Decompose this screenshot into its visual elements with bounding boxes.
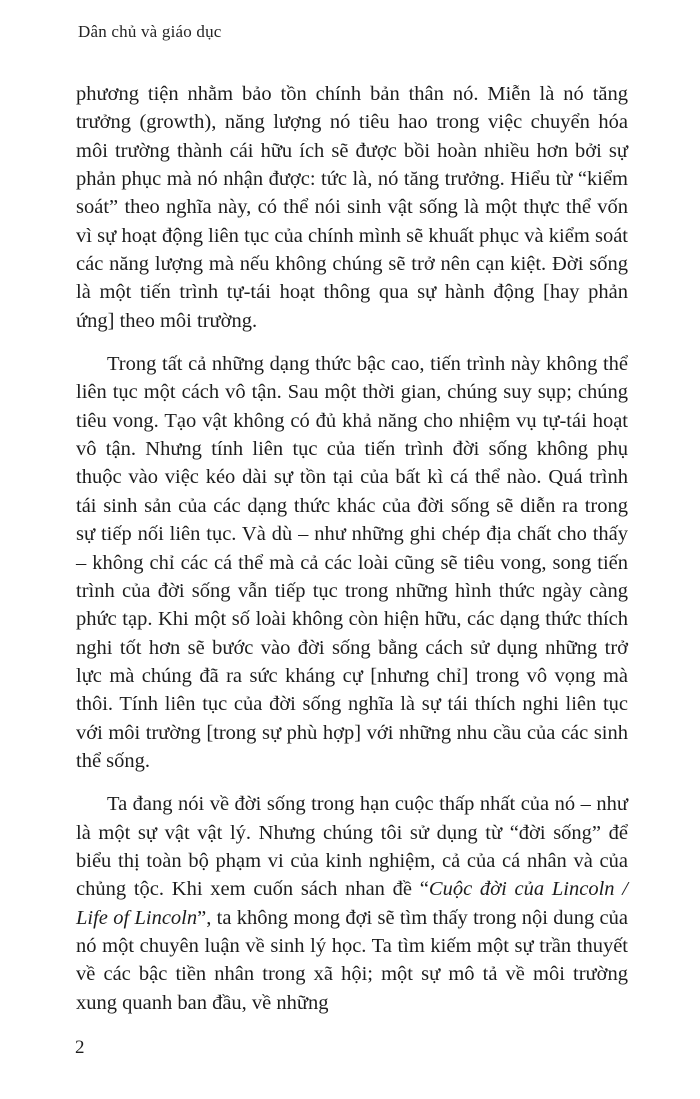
paragraph <box>76 790 628 1017</box>
running-header-title: Dân chủ và giáo dục <box>78 22 222 41</box>
text-segment: phương tiện nhằm bảo tồn chính bản thân nó. Miễn là nó tăng trưởng (growth), năng lượng nó tiêu hao trong việc chuyển hóa môi trường thành cái hữu ích sẽ được bồi hoàn nhiều hơn bởi sự phản phục mà nó nhận được: tức là, nó tăng trưởng. Hiểu từ “kiểm soát” theo nghĩa này, có thể nói sinh vật sống là một thực thể vốn vì sự hoạt động liên tục của chính mình sẽ khuất phục và kiểm soát các năng lượng mà nếu không chúng sẽ trở nên cạn kiệt. Đời sống là một tiến trình tự-tái hoạt thông qua sự hành động [hay phản ứng] theo môi trường. <box>76 83 628 332</box>
paragraph <box>76 350 628 775</box>
italic-text-segment: Cuộc đời của Lincoln / Life of Lincoln <box>76 878 628 929</box>
text-segment: ”, ta không mong đợi sẽ tìm thấy trong nội dung của nó một chuyên luận về sinh lý học. Ta tìm kiếm một sự trần thuyết về các bậc tiền nhân trong xã hội; một sự mô tả về môi trường xung quanh ban đầu, về những <box>76 906 629 1014</box>
text-segment: Ta đang nói về đời sống trong hạn cuộc thấp nhất của nó – như là một sự vật vật lý. Nhưng chúng tôi sử dụng từ “đời sống” để biểu thị toàn bộ phạm vi của kinh nghiệm, cả của cá nhân và của chủng tộc. Khi xem cuốn sách nhan đề “ <box>76 793 628 901</box>
text-segment: Trong tất cả những dạng thức bậc cao, tiến trình này không thể liên tục một cách vô tận. Sau một thời gian, chúng suy sụp; chúng tiêu vong. Tạo vật không có đủ khả năng cho nhiệm vụ tự-tái hoạt vô tận. Nhưng tính liên tục của tiến trình đời sống không phụ thuộc vào việc kéo dài sự tồn tại của bất kì cá thể nào. Quá trình tái sinh sản của các dạng thức khác của đời sống sẽ diễn ra trong sự tiếp nối liên tục. Và dù – như những ghi chép địa chất cho thấy – không chỉ các cá thể mà cả các loài cũng sẽ tiêu vong, song tiến trình của đời sống vẫn tiếp tục trong những hình thức ngày càng phức tạp. Khi một số loài không còn hiện hữu, các dạng thức thích nghi tốt hơn sẽ bước vào đời sống bằng cách sử dụng những trở lực mà chúng đã ra sức kháng cự [nhưng chỉ] trong vô vọng mà thôi. Tính liên tục của đời sống nghĩa là sự tái thích nghi liên tục với môi trường [trong sự phù hợp] với những nhu cầu của các sinh thể sống. <box>76 353 628 772</box>
body-text-block <box>76 80 628 1017</box>
paragraph <box>76 80 628 335</box>
page-number: 2 <box>75 1037 85 1058</box>
